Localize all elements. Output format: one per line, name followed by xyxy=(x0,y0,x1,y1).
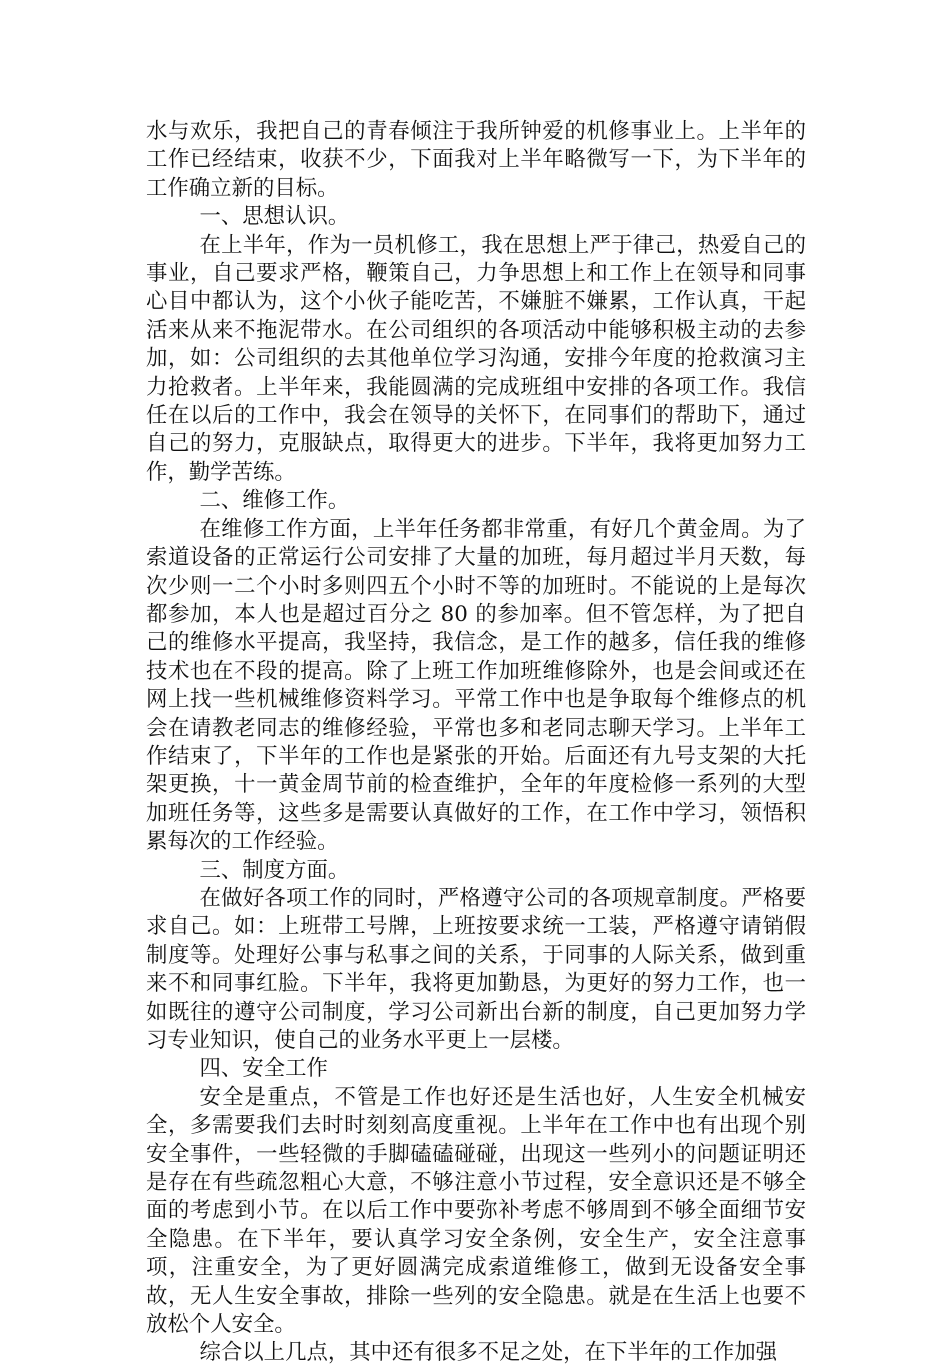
paragraph-maintenance: 在维修工作方面，上半年任务都非常重，有好几个黄金周。为了索道设备的正常运行公司安排了大量的加班，每月超过半月天数，每次少则一二个小时多则四五个小时不等的加班时。不能说的上是每次都参加，本人也是超过百分之 80 的参加率。但不管怎样，为了把自己的维修水平提高，我坚持，我信念，是工作的越多，信任我的维修技术也在不段的提高。除了上班工作加班维修除外，也是会间或还在网上找一些机械维修资料学习。平常工作中也是争取每个维修点的机会在请教老同志的维修经验，平常也多和老同志聊天学习。上半年工作结束了，下半年的工作也是紧张的开始。后面还有九号支架的大托架更换，十一黄金周节前的检查维护，全年的年度检修一系列的大型加班任务等，这些多是需要认真做好的工作，在工作中学习，领悟积累每次的工作经验。 xyxy=(146,516,806,855)
document-page xyxy=(146,118,806,1368)
section-heading-thought: 一、思想认识。 xyxy=(199,204,350,230)
paragraph-intro: 水与欢乐，我把自己的青春倾注于我所钟爱的机修事业上。上半年的工作已经结束，收获不少，下面我对上半年略微写一下，为下半年的工作确立新的目标。 xyxy=(146,119,806,201)
paragraph-rules: 在做好各项工作的同时，严格遵守公司的各项规章制度。严格要求自己。如：上班带工号牌，上班按要求统一工装，严格遵守请销假制度等。处理好公事与私事之间的关系，于同事的人际关系，做到重来不和同事红脸。下半年，我将更加勤恳，为更好的努力工作，也一如既往的遵守公司制度，学习公司新出台新的制度，自己更加努力学习专业知识，使自己的业务水平更上一层楼。 xyxy=(146,885,806,1053)
paragraph-summary: 综合以上几点，其中还有很多不足之处，在下半年的工作加强 xyxy=(199,1340,778,1366)
section-heading-rules: 三、制度方面。 xyxy=(199,857,350,883)
section-heading-safety: 四、安全工作 xyxy=(199,1056,328,1082)
paragraph-safety: 安全是重点，不管是工作也好还是生活也好，人生安全机械安全，多需要我们去时时刻刻高度重视。上半年在工作中也有出现个别安全事件，一些轻微的手脚磕磕碰碰，出现这一些列小的问题证明还是存在有些疏忽粗心大意，不够注意小节过程，安全意识还是不够全面的考虑到小节。在以后工作中要弥补考虑不够周到不够全面细节安全隐患。在下半年，要认真学习安全条例，安全生产，安全注意事项，注重安全，为了更好圆满完成索道维修工，做到无设备安全事故，无人生安全事故，排除一些列的安全隐患。就是在生活上也要不放松个人安全。 xyxy=(146,1084,806,1338)
section-heading-maintenance: 二、维修工作。 xyxy=(199,488,350,514)
paragraph-thought: 在上半年，作为一员机修工，我在思想上严于律己，热爱自己的事业，自己要求严格，鞭策自己，力争思想上和工作上在领导和同事心目中都认为，这个小伙子能吃苦，不嫌脏不嫌累，工作认真，干起活来从来不拖泥带水。在公司组织的各项活动中能够积极主动的去参加，如：公司组织的去其他单位学习沟通，安排今年度的抢救演习主力抢救者。上半年来，我能圆满的完成班组中安排的各项工作。我信任在以后的工作中，我会在领导的关怀下，在同事们的帮助下，通过自己的努力，克服缺点，取得更大的进步。下半年，我将更加努力工作，勤学苦练。 xyxy=(146,232,806,485)
